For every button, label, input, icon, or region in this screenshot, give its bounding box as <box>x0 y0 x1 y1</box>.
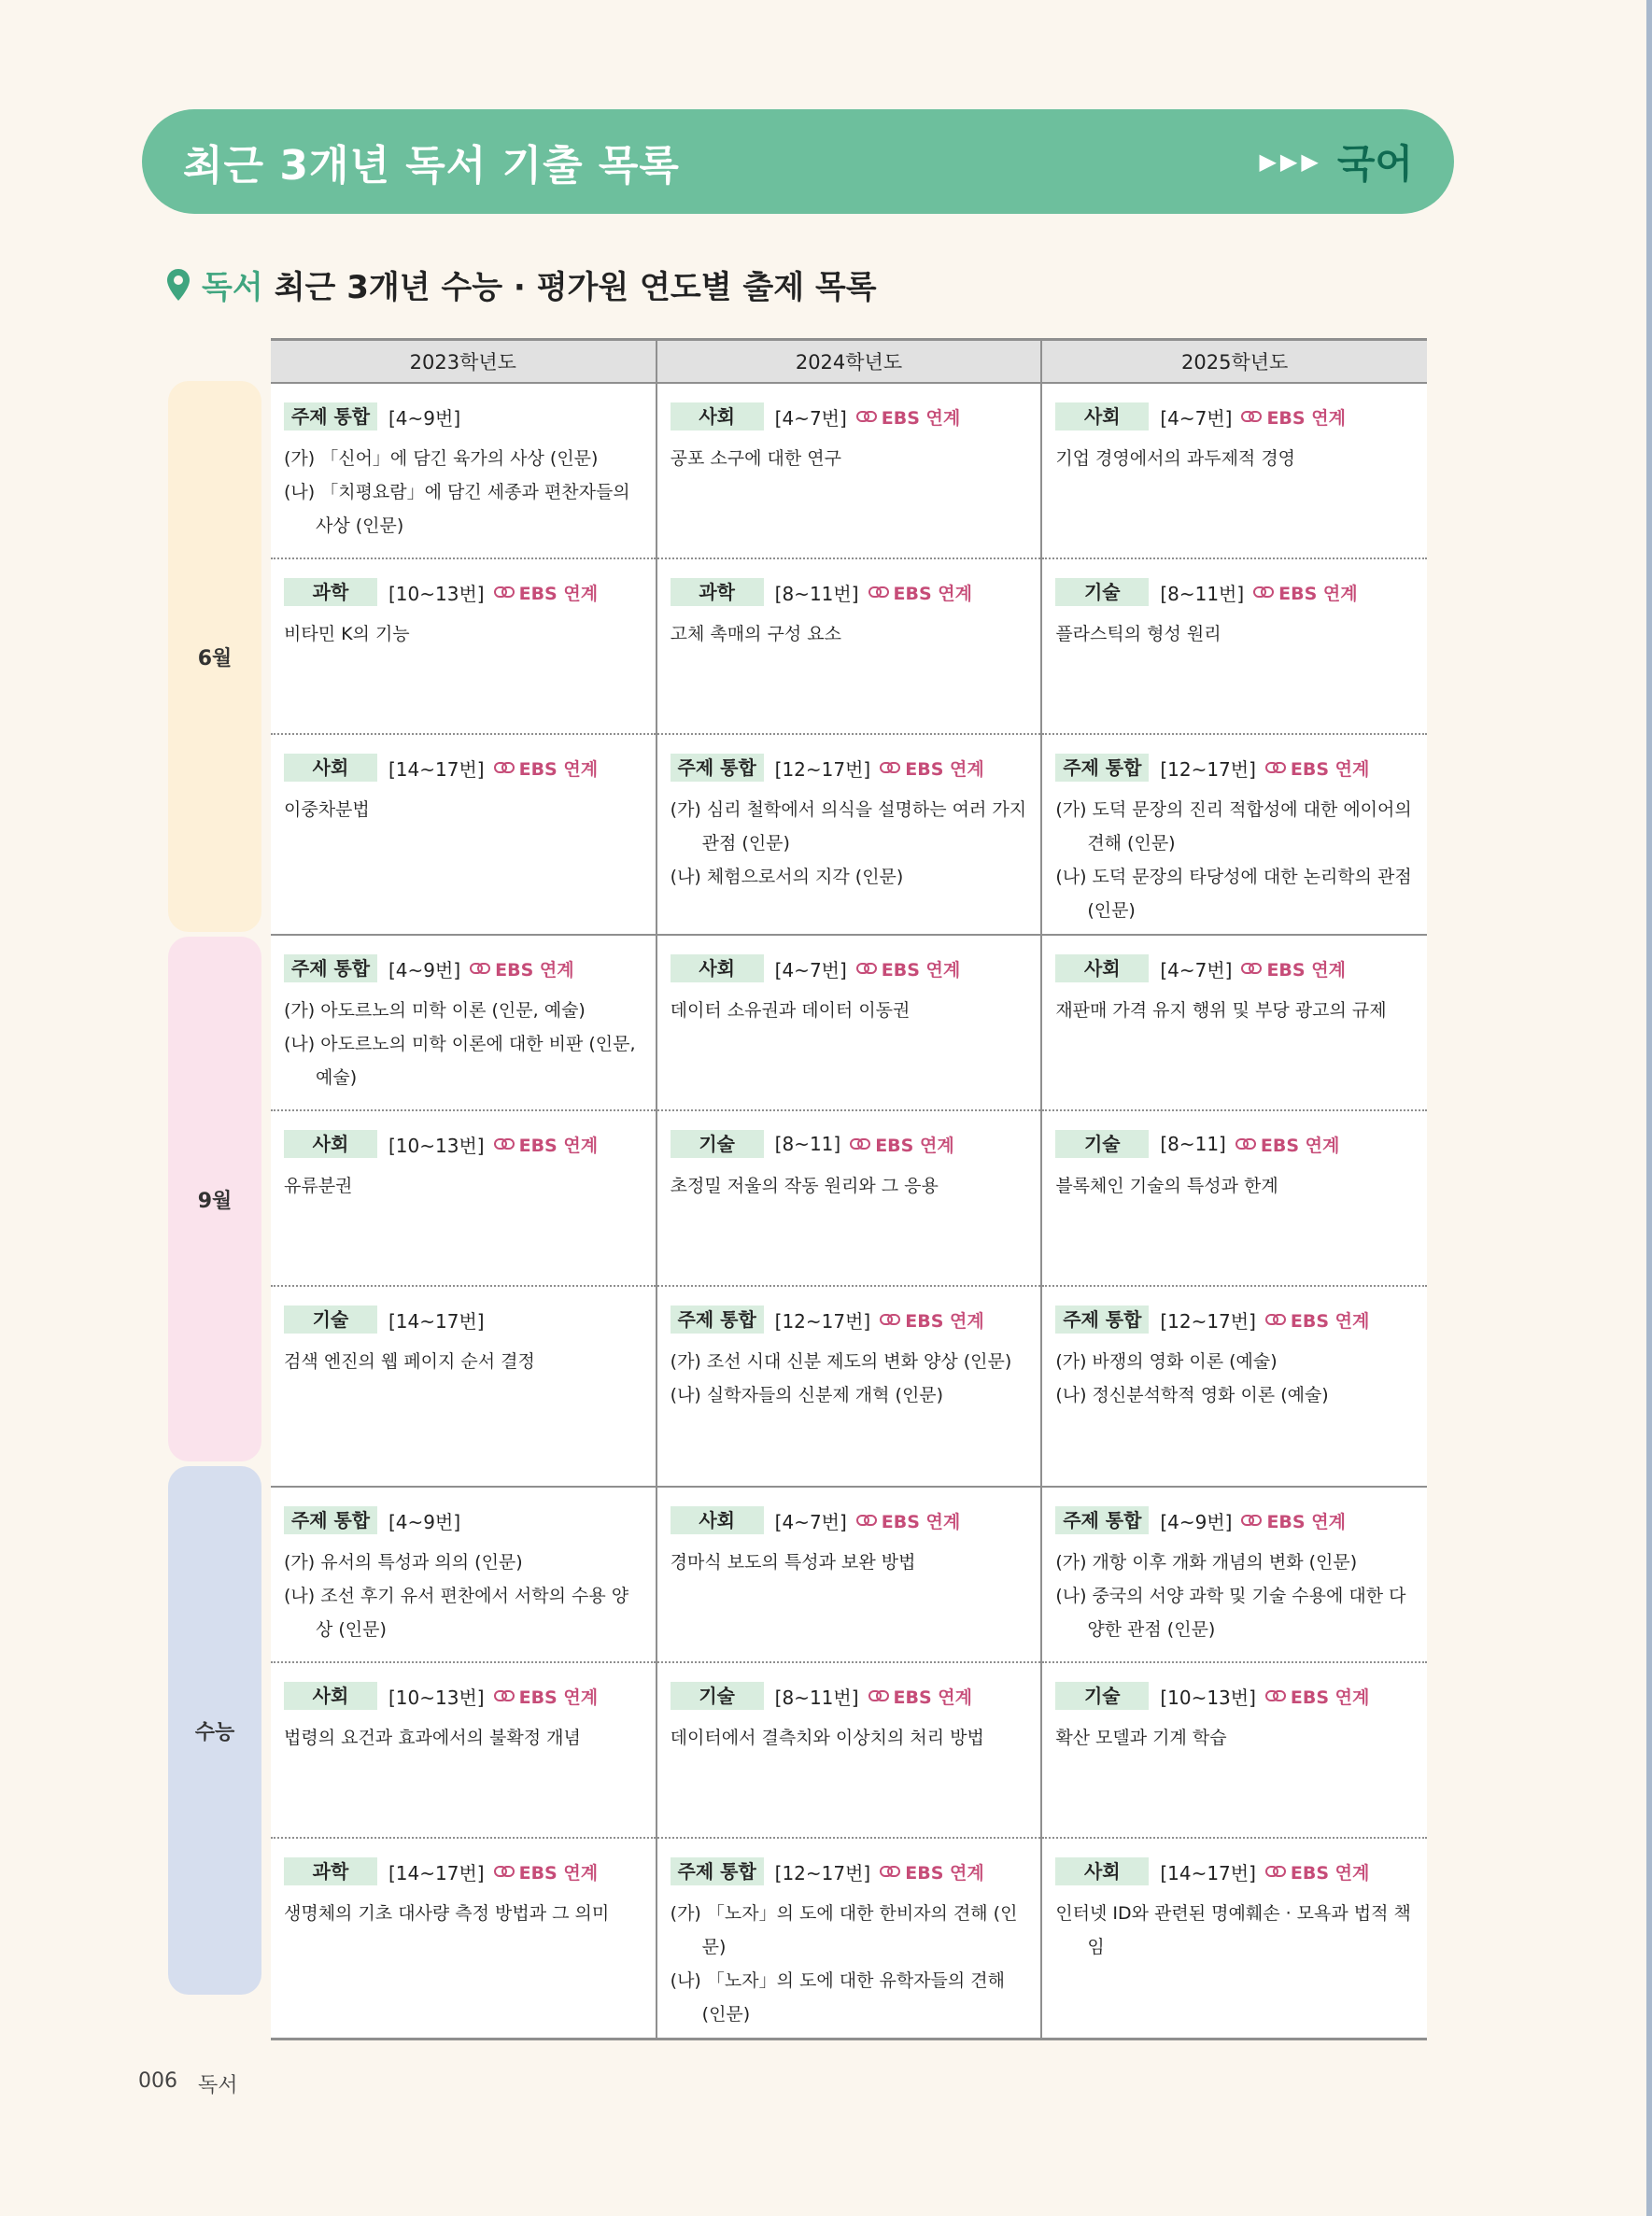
topic-line: (가) 「노자」의 도에 대한 한비자의 견해 (인문) <box>670 1903 1018 1957</box>
ebs-label: EBS 연계 <box>905 1310 984 1332</box>
ebs-link-tag <box>1241 404 1345 430</box>
category-badge: 사회 <box>284 1130 377 1158</box>
ebs-link-tag <box>1265 1684 1369 1709</box>
category-badge: 기술 <box>1055 1682 1149 1710</box>
category-badge: 기술 <box>1055 1130 1149 1158</box>
link-icon <box>1235 1137 1256 1150</box>
ebs-label: EBS 연계 <box>518 1862 599 1884</box>
question-range: [12~17번] <box>774 757 871 781</box>
table-cell <box>1041 1286 1427 1487</box>
ebs-label: EBS 연계 <box>1278 583 1358 604</box>
table-row <box>271 1487 1427 1662</box>
header-banner <box>142 109 1454 214</box>
ebs-link-tag <box>494 1859 598 1884</box>
topic-line: (가) 조선 시대 신분 제도의 변화 양상 (인문) <box>670 1351 1012 1372</box>
ebs-link-tag <box>494 1684 598 1709</box>
question-range: [8~11] <box>1160 1133 1226 1155</box>
link-icon <box>494 1865 515 1878</box>
cell-header <box>1055 1506 1414 1534</box>
topic-line: 공포 소구에 대한 연구 <box>670 448 841 469</box>
table-body <box>271 383 1427 2039</box>
cell-header <box>671 578 1028 606</box>
category-badge: 기술 <box>671 1682 764 1710</box>
cell-header <box>1055 1306 1414 1334</box>
topic-line: (나) 정신분석학적 영화 이론 (예술) <box>1055 1385 1329 1405</box>
question-range: [10~13번] <box>388 1134 485 1157</box>
category-badge: 사회 <box>1055 402 1149 430</box>
question-range: [14~17번] <box>1160 1861 1256 1884</box>
table-row <box>271 1110 1427 1286</box>
topic-line: 유류분권 <box>284 1176 353 1196</box>
table-cell <box>271 935 657 1110</box>
section-title-accent: 독서 <box>202 269 263 306</box>
topic-line: 재판매 가격 유지 행위 및 부당 광고의 규제 <box>1055 1000 1387 1021</box>
ebs-label: EBS 연계 <box>518 758 599 780</box>
ebs-label: EBS 연계 <box>495 959 574 981</box>
category-badge: 과학 <box>284 578 377 606</box>
question-range: [4~7번] <box>774 958 847 981</box>
category-badge: 기술 <box>671 1130 764 1158</box>
category-badge: 주제 통합 <box>671 1306 764 1334</box>
cell-header <box>284 1682 642 1710</box>
table-cell <box>1041 558 1427 734</box>
question-range: [8~11번] <box>1160 582 1245 605</box>
banner-subject-group <box>1259 134 1413 190</box>
question-range: [4~7번] <box>1160 958 1233 981</box>
cell-header <box>671 1130 1028 1158</box>
topic-line: (가) 심리 철학에서 의식을 설명하는 여러 가지 관점 (인문) <box>670 799 1027 854</box>
table-row <box>271 935 1427 1110</box>
table-cell <box>657 734 1042 935</box>
category-badge: 주제 통합 <box>284 1506 377 1534</box>
table-cell <box>271 1487 657 1662</box>
table-cell <box>657 1838 1042 2039</box>
cell-header <box>671 1506 1028 1534</box>
banner-subject: 국어 <box>1336 141 1413 187</box>
ebs-label: EBS 연계 <box>1290 758 1370 780</box>
topic-line: 데이터 소유권과 데이터 이동권 <box>670 1000 911 1021</box>
table-cell <box>1041 734 1427 935</box>
question-range: [4~9번] <box>1160 1510 1233 1533</box>
ebs-label: EBS 연계 <box>881 1511 961 1532</box>
cell-header <box>284 1506 642 1534</box>
ebs-link-tag <box>880 1859 983 1884</box>
question-range: [10~13번] <box>1160 1686 1256 1709</box>
link-icon <box>856 410 877 423</box>
cell-header <box>671 1857 1028 1885</box>
link-icon <box>880 1313 900 1326</box>
section-title <box>166 261 877 307</box>
table-cell <box>657 1110 1042 1286</box>
question-range: [4~7번] <box>774 406 847 430</box>
link-icon <box>1265 1865 1286 1878</box>
cell-header <box>671 1682 1028 1710</box>
table-cell <box>1041 1110 1427 1286</box>
ebs-label: EBS 연계 <box>518 583 599 604</box>
question-range: [4~9번] <box>388 406 461 430</box>
topic-line: (나) 조선 후기 유서 편찬에서 서학의 수용 양상 (인문) <box>284 1586 629 1640</box>
link-icon <box>494 1689 515 1702</box>
cell-header <box>284 402 642 430</box>
table-cell <box>271 1662 657 1838</box>
ebs-label: EBS 연계 <box>905 1862 984 1884</box>
table-cell <box>1041 935 1427 1110</box>
cell-header <box>284 1857 642 1885</box>
topic-line: (나) 도덕 문장의 타당성에 대한 논리학의 관점 (인문) <box>1055 867 1412 921</box>
ebs-label: EBS 연계 <box>881 959 961 981</box>
page-number: 006 <box>138 2069 177 2093</box>
cell-header <box>671 402 1028 430</box>
band-september <box>168 937 261 1461</box>
table-cell <box>1041 1662 1427 1838</box>
cell-header <box>1055 1682 1414 1710</box>
cell-header <box>1055 1857 1414 1885</box>
topic-line: 생명체의 기초 대사량 측정 방법과 그 의미 <box>284 1903 610 1924</box>
ebs-label: EBS 연계 <box>1290 1862 1370 1884</box>
column-header: 2023학년도 <box>271 340 657 384</box>
table-cell <box>271 383 657 558</box>
ebs-link-tag <box>494 755 598 781</box>
category-badge: 사회 <box>1055 1857 1149 1885</box>
topic-line: (나) 아도르노의 미학 이론에 대한 비판 (인문, 예술) <box>284 1034 636 1088</box>
table-cell <box>1041 1838 1427 2039</box>
link-icon <box>1241 410 1262 423</box>
table-cell <box>657 935 1042 1110</box>
category-badge: 주제 통합 <box>1055 1506 1149 1534</box>
link-icon <box>494 586 515 599</box>
link-icon <box>1241 1514 1262 1527</box>
ebs-link-tag <box>494 580 598 605</box>
link-icon <box>1253 586 1274 599</box>
category-badge: 사회 <box>284 1682 377 1710</box>
ebs-label: EBS 연계 <box>1266 959 1346 981</box>
table-cell <box>1041 1487 1427 1662</box>
ebs-label: EBS 연계 <box>893 583 972 604</box>
column-header: 2025학년도 <box>1041 340 1427 384</box>
topic-line: 경마식 보도의 특성과 보완 방법 <box>670 1552 916 1573</box>
section-title-text: 최근 3개년 수능 · 평가원 연도별 출제 목록 <box>274 269 877 306</box>
question-range: [10~13번] <box>388 1686 485 1709</box>
question-range: [8~11번] <box>774 1686 859 1709</box>
column-header: 2024학년도 <box>657 340 1042 384</box>
category-badge: 사회 <box>284 754 377 782</box>
table-row <box>271 1838 1427 2039</box>
footer-label: 독서 <box>198 2074 238 2097</box>
ebs-label: EBS 연계 <box>893 1687 972 1708</box>
ebs-link-tag <box>856 404 960 430</box>
link-icon <box>880 1865 900 1878</box>
question-range: [4~9번] <box>388 958 461 981</box>
topic-line: (나) 「노자」의 도에 대한 유학자들의 견해 (인문) <box>670 1970 1005 2025</box>
question-range: [4~7번] <box>1160 406 1233 430</box>
question-range: [10~13번] <box>388 582 485 605</box>
category-badge: 기술 <box>284 1306 377 1334</box>
link-icon <box>494 761 515 774</box>
question-range: [8~11번] <box>774 582 859 605</box>
topic-line: 기업 경영에서의 과두제적 경영 <box>1055 448 1296 469</box>
band-label-csat: 수능 <box>194 1720 235 1744</box>
topic-line: (나) 「치평요람」에 담긴 세종과 편찬자들의 사상 (인문) <box>284 482 630 536</box>
topic-line: 플라스틱의 형성 원리 <box>1055 624 1221 644</box>
topic-line: (가) 바쟁의 영화 이론 (예술) <box>1055 1351 1278 1372</box>
category-badge: 과학 <box>671 578 764 606</box>
ebs-label: EBS 연계 <box>881 407 961 429</box>
ebs-link-tag <box>1235 1132 1339 1157</box>
question-range: [14~17번] <box>388 1309 485 1333</box>
link-icon <box>470 962 490 975</box>
table-row <box>271 558 1427 734</box>
topic-line: (가) 아도르노의 미학 이론 (인문, 예술) <box>284 1000 586 1021</box>
category-badge: 사회 <box>671 954 764 982</box>
question-range: [4~9번] <box>388 1510 461 1533</box>
link-icon <box>1241 962 1262 975</box>
ebs-label: EBS 연계 <box>1290 1310 1370 1332</box>
table-header-row <box>271 340 1427 384</box>
topic-line: (가) 유서의 특성과 의의 (인문) <box>284 1552 523 1573</box>
topic-line: (나) 실학자들의 신분제 개혁 (인문) <box>670 1385 944 1405</box>
link-icon <box>868 1689 889 1702</box>
question-range: [12~17번] <box>1160 757 1256 781</box>
band-csat <box>168 1466 261 1995</box>
question-range: [14~17번] <box>388 1861 485 1884</box>
table-row <box>271 383 1427 558</box>
table-cell <box>657 1487 1042 1662</box>
cell-header <box>284 954 642 982</box>
topic-line: 검색 엔진의 웹 페이지 순서 결정 <box>284 1351 535 1372</box>
table-row <box>271 1286 1427 1487</box>
ebs-label: EBS 연계 <box>905 758 984 780</box>
cell-header <box>284 1306 642 1334</box>
table-cell <box>657 558 1042 734</box>
ebs-link-tag <box>1241 956 1345 981</box>
question-range: [14~17번] <box>388 757 485 781</box>
ebs-link-tag <box>1265 755 1369 781</box>
location-pin-icon <box>166 268 191 302</box>
topic-line: 인터넷 ID와 관련된 명예훼손 · 모욕과 법적 책임 <box>1055 1903 1411 1957</box>
topic-line: (가) 「신어」에 담긴 육가의 사상 (인문) <box>284 448 599 469</box>
cell-header <box>671 1306 1028 1334</box>
topic-line: 법령의 요건과 효과에서의 불확정 개념 <box>284 1728 581 1748</box>
link-icon <box>1265 1689 1286 1702</box>
ebs-link-tag <box>880 755 983 781</box>
link-icon <box>880 761 900 774</box>
category-badge: 주제 통합 <box>671 1857 764 1885</box>
question-range: [4~7번] <box>774 1510 847 1533</box>
category-badge: 주제 통합 <box>671 754 764 782</box>
topic-line: 이중차분법 <box>284 799 370 820</box>
table-row <box>271 734 1427 935</box>
cell-header <box>1055 1130 1414 1158</box>
ebs-link-tag <box>868 580 972 605</box>
cell-header <box>1055 578 1414 606</box>
link-icon <box>1265 761 1286 774</box>
ebs-link-tag <box>1265 1859 1369 1884</box>
topic-line: 초정밀 저울의 작동 원리와 그 응용 <box>670 1176 939 1196</box>
ebs-label: EBS 연계 <box>1266 1511 1346 1532</box>
ebs-label: EBS 연계 <box>1266 407 1346 429</box>
link-icon <box>1265 1313 1286 1326</box>
ebs-link-tag <box>856 956 960 981</box>
topic-line: (나) 중국의 서양 과학 및 기술 수용에 대한 다양한 관점 (인문) <box>1055 1586 1406 1640</box>
ebs-link-tag <box>1253 580 1357 605</box>
table-row <box>271 1662 1427 1838</box>
link-icon <box>850 1137 870 1150</box>
band-label-september: 9월 <box>197 1189 233 1213</box>
page-footer <box>138 2069 238 2098</box>
topic-line: 확산 모델과 기계 학습 <box>1055 1728 1227 1748</box>
ebs-link-tag <box>494 1132 598 1157</box>
table-cell <box>657 383 1042 558</box>
table-cell <box>657 1662 1042 1838</box>
ebs-label: EBS 연계 <box>1290 1687 1370 1708</box>
link-icon <box>494 1137 515 1150</box>
link-icon <box>868 586 889 599</box>
ebs-label: EBS 연계 <box>1260 1135 1340 1156</box>
category-badge: 사회 <box>671 1506 764 1534</box>
cell-header <box>284 754 642 782</box>
category-badge: 주제 통합 <box>284 402 377 430</box>
link-icon <box>856 962 877 975</box>
band-june <box>168 381 261 932</box>
table-cell <box>271 558 657 734</box>
ebs-link-tag <box>868 1684 972 1709</box>
ebs-link-tag <box>470 956 573 981</box>
category-badge: 주제 통합 <box>284 954 377 982</box>
table-cell <box>271 1838 657 2039</box>
cell-header <box>671 754 1028 782</box>
cell-header <box>1055 754 1414 782</box>
question-range: [12~17번] <box>1160 1309 1256 1333</box>
category-badge: 주제 통합 <box>1055 1306 1149 1334</box>
category-badge: 사회 <box>1055 954 1149 982</box>
topic-line: 데이터에서 결측치와 이상치의 처리 방법 <box>670 1728 984 1748</box>
ebs-link-tag <box>1265 1307 1369 1333</box>
ebs-link-tag <box>1241 1508 1345 1533</box>
table-cell <box>271 1110 657 1286</box>
link-icon <box>856 1514 877 1527</box>
triple-arrow-icon: ▶▶▶ <box>1259 148 1322 175</box>
table-cell <box>271 734 657 935</box>
cell-header <box>284 1130 642 1158</box>
topic-line: (나) 체험으로서의 지각 (인문) <box>670 867 904 887</box>
ebs-label: EBS 연계 <box>875 1135 954 1156</box>
ebs-link-tag <box>880 1307 983 1333</box>
page-edge-strip <box>1646 0 1652 2216</box>
category-badge: 주제 통합 <box>1055 754 1149 782</box>
category-badge: 과학 <box>284 1857 377 1885</box>
ebs-link-tag <box>856 1508 960 1533</box>
question-range: [12~17번] <box>774 1861 871 1884</box>
category-badge: 기술 <box>1055 578 1149 606</box>
question-range: [12~17번] <box>774 1309 871 1333</box>
cell-header <box>1055 402 1414 430</box>
topic-line: 고체 촉매의 구성 요소 <box>670 624 841 644</box>
ebs-label: EBS 연계 <box>518 1135 599 1156</box>
banner-title: 최근 3개년 독서 기출 목록 <box>183 142 680 190</box>
topic-line: (가) 도덕 문장의 진리 적합성에 대한 에이어의 견해 (인문) <box>1055 799 1412 854</box>
ebs-link-tag <box>850 1132 953 1157</box>
ebs-label: EBS 연계 <box>518 1687 599 1708</box>
topic-line: (가) 개항 이후 개화 개념의 변화 (인문) <box>1055 1552 1358 1573</box>
category-badge: 사회 <box>671 402 764 430</box>
cell-header <box>671 954 1028 982</box>
cell-header <box>284 578 642 606</box>
cell-header <box>1055 954 1414 982</box>
topic-line: 비타민 K의 기능 <box>284 624 410 644</box>
table-cell <box>271 1286 657 1487</box>
band-label-june: 6월 <box>197 646 233 670</box>
exam-table <box>271 338 1427 2040</box>
table-cell <box>1041 383 1427 558</box>
question-range: [8~11] <box>774 1133 841 1155</box>
table-cell <box>657 1286 1042 1487</box>
topic-line: 블록체인 기술의 특성과 한계 <box>1055 1176 1278 1196</box>
